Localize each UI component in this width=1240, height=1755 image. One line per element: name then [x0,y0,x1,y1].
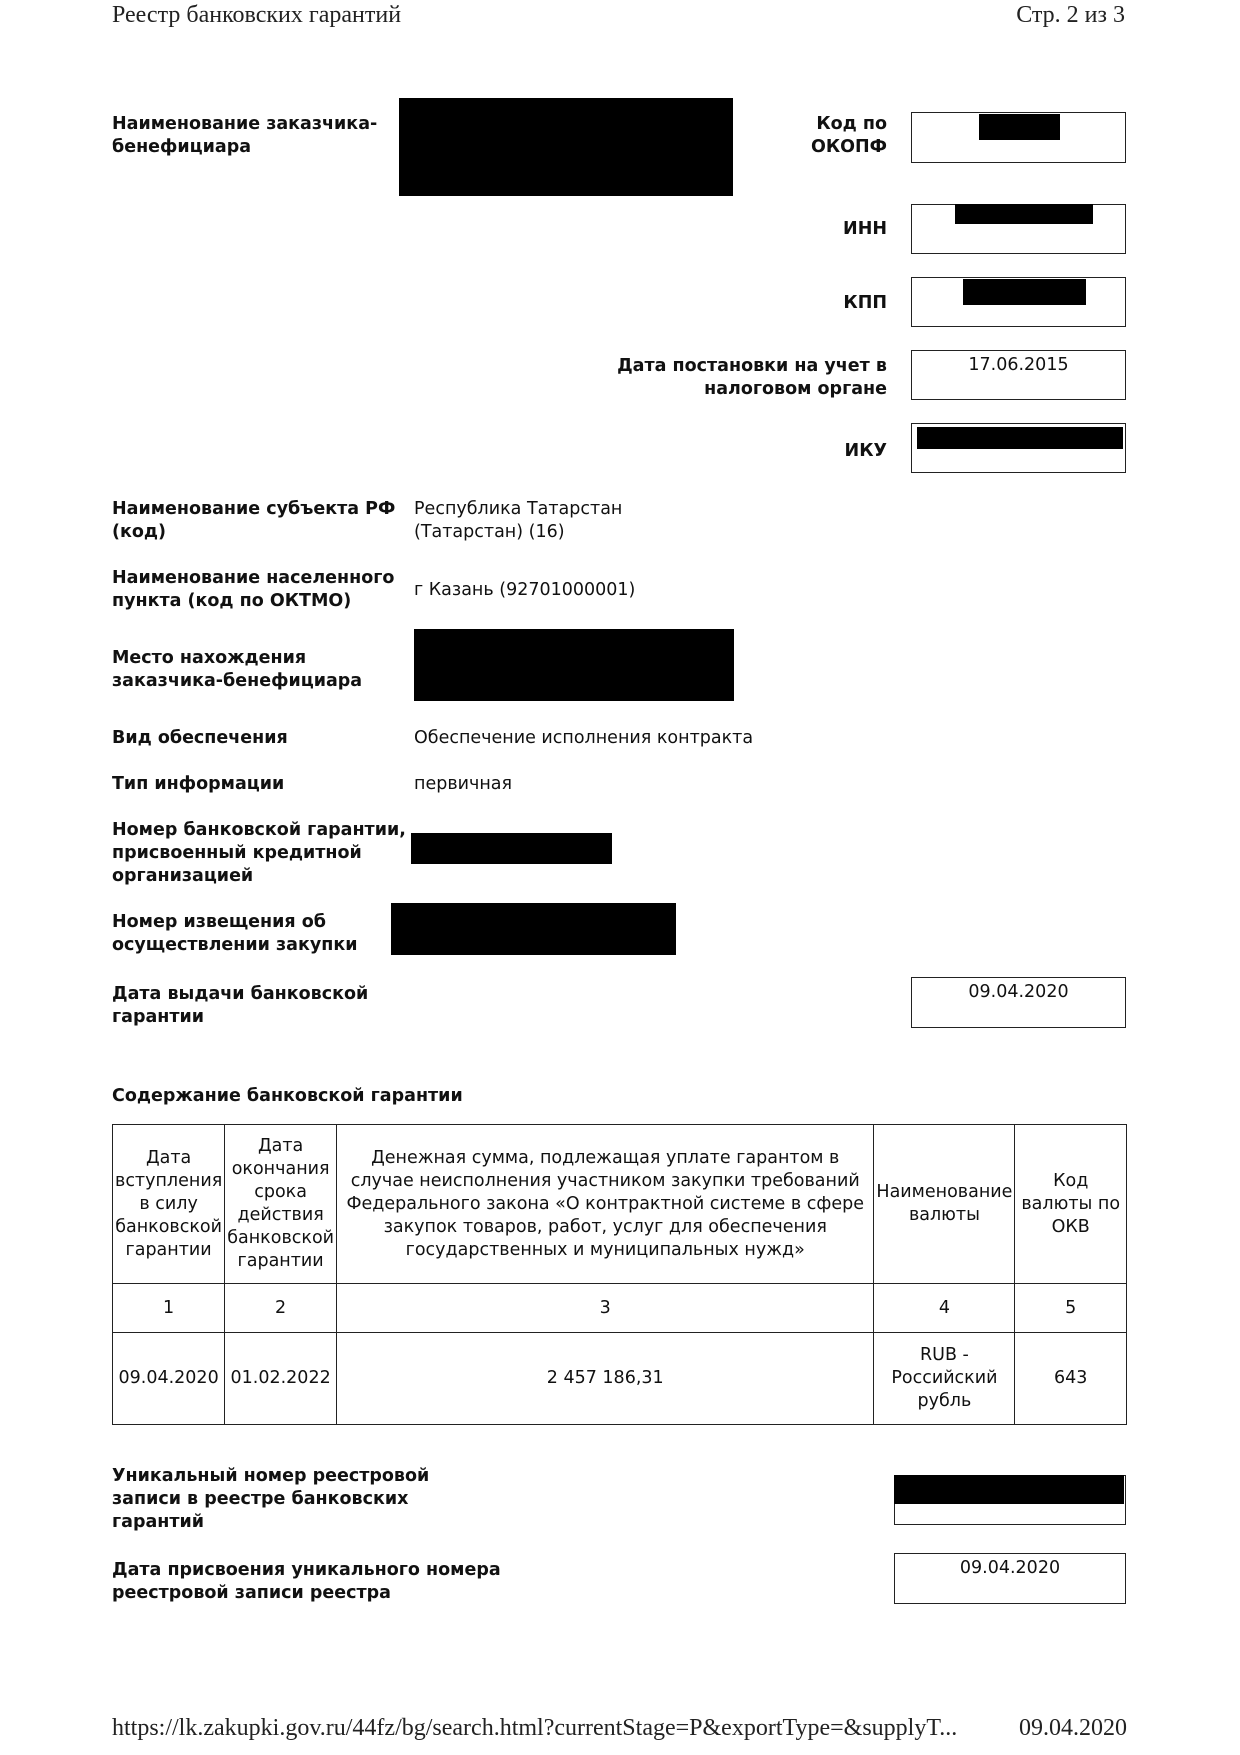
table-row [113,1333,1127,1425]
region-label: Наименование субъекта РФ (код) [112,499,396,542]
notice-number-label: Номер извещения об осуществлении закупки [112,912,358,955]
guarantee-table-title: Содержание банковской гарантии [112,1086,463,1106]
header-start-date: Дата вступления в силу банковской гарантии [113,1125,225,1284]
guarantee-number-label: Номер банковской гарантии, присвоенный кредитной организацией [112,820,406,886]
redacted-okopf [979,114,1060,140]
iku-label: ИКУ [844,441,887,461]
page-number: Стр. 2 из 3 [1016,2,1125,28]
assign-date-field: 09.04.2020 [894,1553,1126,1604]
kpp-label: КПП [843,293,887,313]
column-number: 5 [1015,1284,1127,1333]
redacted-guarantee-number [411,833,612,864]
security-type-value: Обеспечение исполнения контракта [414,728,754,748]
locality-label: Наименование населенного пункта (код по ОКТМО) [112,568,395,611]
header-currency-code: Код валюты по ОКВ [1015,1125,1127,1284]
redacted-iku [917,427,1123,449]
tax-date-label: Дата постановки на учет в налоговом органе [617,356,887,399]
document-title: Реестр банковских гарантий [112,2,402,28]
cell-currency-code: 643 [1015,1333,1127,1425]
customer-name-label: Наименование заказчика-бенефициара [112,114,378,157]
column-number: 4 [874,1284,1015,1333]
redacted-unique-number [894,1475,1124,1504]
header-currency-name: Наименование валюты [874,1125,1015,1284]
footer-date: 09.04.2020 [1019,1715,1127,1741]
redacted-notice-number [391,903,676,955]
cell-amount: 2 457 186,31 [337,1333,874,1425]
column-number: 3 [337,1284,874,1333]
location-label: Место нахождения заказчика-бенефициара [112,648,363,691]
table-number-row [113,1284,1127,1333]
issue-date-field: 09.04.2020 [911,977,1126,1028]
redacted-inn [955,204,1093,224]
locality-value: г Казань (92701000001) [414,580,636,600]
cell-end-date: 01.02.2022 [225,1333,337,1425]
footer-url: https://lk.zakupki.gov.ru/44fz/bg/search.html?currentStage=P&exportType=&supplyT... [112,1715,958,1741]
region-value: Республика Татарстан (Татарстан) (16) [414,499,623,542]
tax-date-field: 17.06.2015 [911,350,1126,400]
cell-currency-name: RUB - Российский рубль [874,1333,1015,1425]
inn-label: ИНН [843,219,887,239]
header-end-date: Дата окончания срока действия банковской гарантии [225,1125,337,1284]
redacted-kpp [963,279,1086,305]
guarantee-table [112,1124,1127,1425]
table-header-row [113,1125,1127,1284]
security-type-label: Вид обеспечения [112,728,288,748]
assign-date-label: Дата присвоения уникального номера реестровой записи реестра [112,1560,501,1603]
info-type-value: первичная [414,774,513,794]
cell-start-date: 09.04.2020 [113,1333,225,1425]
info-type-label: Тип информации [112,774,285,794]
okopf-label: Код по ОКОПФ [810,114,887,157]
column-number: 2 [225,1284,337,1333]
unique-number-label: Уникальный номер реестровой записи в реестре банковских гарантий [112,1466,430,1532]
header-amount: Денежная сумма, подлежащая уплате гарантом в случае неисполнения участником закупки требований Федерального закона «О контрактной системе в сфере закупок товаров, работ, услуг для обеспечения государственных и муниципальных нужд» [337,1125,874,1284]
column-number: 1 [113,1284,225,1333]
redacted-customer-name [399,98,733,196]
issue-date-label: Дата выдачи банковской гарантии [112,984,369,1027]
redacted-location [414,629,734,701]
